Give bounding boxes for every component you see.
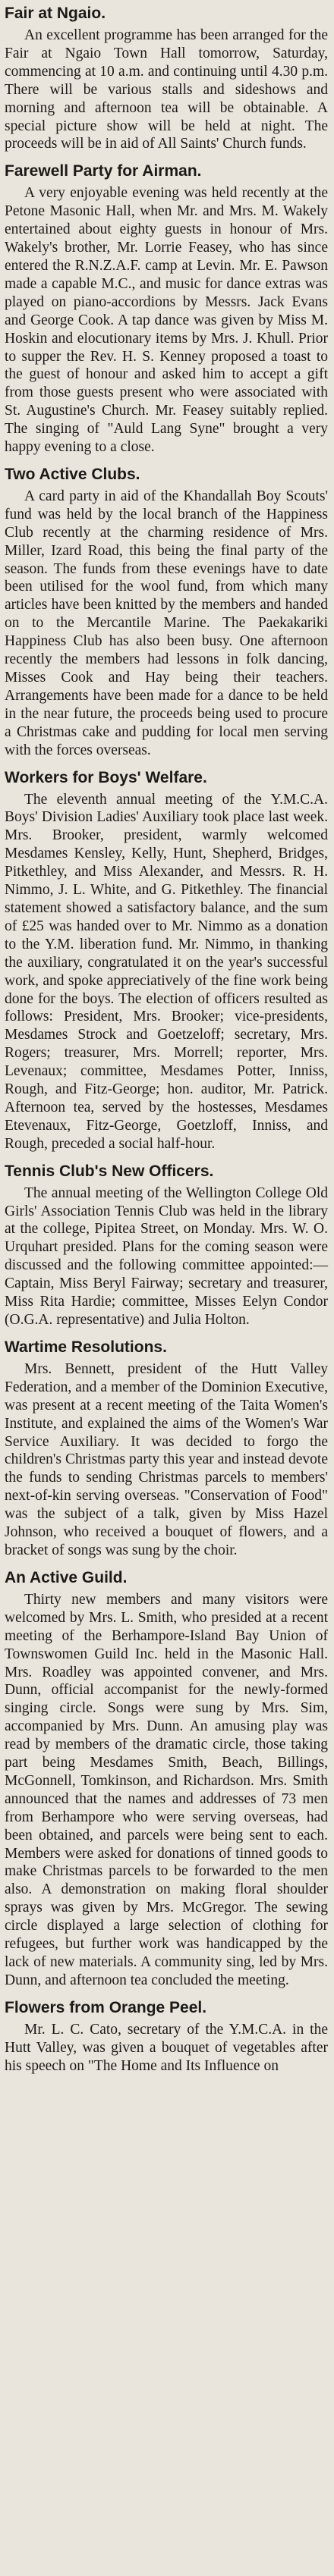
- item-paragraph: The eleventh annual meeting of the Y.M.C.A. Boys' Division Ladies' Auxiliary took place last week. Mrs. Brooker, president, warmly welcomed Mesdames Kensley, Kelly, Hunt, Shepherd, Bridges, Pitkethley, and Miss Alexander, and Messrs. R. H. Nimmo, J. L. White, and G. Pitkethley. The financial statement showed a satisfactory balance, and the sum of £25 was handed over to Mr. Nimmo as a donation to the Y.M. liberation fund. Mr. Nimmo, in thanking the auxiliary, congratulated it on the year's successful work, and spoke appreciatively of the fine work being done for the boys. The election of officers resulted as follows: President, Mrs. Brooker; vice-presidents, Mesdames Strock and Goetzeloff; secretary, Mrs. Rogers; treasurer, Mrs. Morrell; reporter, Mrs. Levenaux; committee, Mesdames Potter, Inniss, Rough, and Fitz-George; hon. auditor, Mr. Patrick. Afternoon tea, served by the hostesses, Mesdames Etevenaux, Fitz-George, Goetzloff, Inniss, and Rough, preceded a social half-hour.: [5, 791, 328, 1152]
- item-paragraph: The annual meeting of the Wellington College Old Girls' Association Tennis Club was held in the library at the college, Pipitea Street, on Monday. Mrs. W. O. Urquhart presided. Plans for the coming season were discussed and the following committee appointed:—Captain, Miss Beryl Fairway; secretary and treasurer, Miss Rita Hardie; committee, Misses Eelyn Condor (O.G.A. representative) and Julia Holton.: [5, 1184, 328, 1328]
- item-headline: Fair at Ngaio.: [5, 5, 106, 22]
- item-paragraph: Mr. L. C. Cato, secretary of the Y.M.C.A. in the Hutt Valley, was given a bouquet of vegetables after his speech on "The Home and Its Influence on: [5, 2021, 328, 2074]
- news-item: [5, 1337, 328, 1560]
- item-paragraph: A card party in aid of the Khandallah Boy Scouts' fund was held by the local branch of the Happiness Club recently at the charming residence of Mrs. Miller, Izard Road, this being the final party of the season. The funds from these evenings have to date been utilised for the wool fund, from which many articles have been knitted by the members and handed on to the Mercantile Marine. The Paekakariki Happiness Club has also been busy. One afternoon recently the members had lessons in folk dancing, Misses Cook and Hay being their teachers. Arrangements have been made for a dance to be held in the near future, the proceeds being used to procure a Christmas cake and pudding for local men serving with the forces overseas.: [5, 488, 328, 758]
- news-item: [5, 464, 328, 760]
- item-headline: Workers for Boys' Welfare.: [5, 768, 207, 786]
- item-paragraph: A very enjoyable evening was held recently at the Petone Masonic Hall, when Mr. and Mrs. M. Wakely entertained about eighty guests in honour of Mrs. Wakely's brother, Mr. Lorrie Feasey, who has since entered the R.N.Z.A.F. camp at Levin. Mr. E. Pawson made a capable M.C., and music for dance extras was played on piano-accordions by Messrs. Jack Evans and George Cook. A tap dance was given by Miss M. Hoskin and elocutionary items by Mrs. J. Khull. Prior to supper the Rev. H. S. Kenney proposed a toast to the guest of honour and asked him to accept a gift from those guests present who were associated with St. Augustine's Church. Mr. Feasey suitably replied. The singing of "Auld Lang Syne" brought a very happy evening to a close.: [5, 185, 328, 456]
- item-headline: Flowers from Orange Peel.: [5, 1998, 207, 2016]
- news-item: [5, 161, 328, 457]
- news-item: [5, 1161, 328, 1329]
- item-paragraph: Thirty new members and many visitors were welcomed by Mrs. L. Smith, who presided at a recent meeting of the Berhampore-Island Bay Union of Townswomen Guild Inc. held in the Masonic Hall. Mrs. Roadley was appointed convener, and Mrs. Dunn, official accompanist for the newly-formed singing circle. Songs were sung by Mrs. Sim, accompanied by Mrs. Dunn. An amusing play was read by members of the dramatic circle, those taking part being Mesdames Smith, Beach, Billings, McGonnell, Tomkinson, and Richardson. Mrs. Smith announced that the names and addresses of 73 men from Berhampore who were serving overseas, had been obtained, and parcels were being sent to each. Members were asked for donations of tinned goods to make Christmas parcels to be forwarded to the men also. A demonstration on making floral shoulder sprays was given by Mrs. McGregor. The sewing circle displayed a large selection of clothing for refugees, but further work was handicapped by the lack of new materials. A community sing, led by Mrs. Dunn, and afternoon tea concluded the meeting.: [5, 1591, 328, 1988]
- item-headline: An Active Guild.: [5, 1568, 128, 1586]
- news-item: [5, 3, 328, 153]
- news-item: [5, 767, 328, 1153]
- item-headline: Farewell Party for Airman.: [5, 162, 202, 180]
- news-item: [5, 1567, 328, 1990]
- item-headline: Wartime Resolutions.: [5, 1338, 167, 1356]
- news-item: [5, 1997, 328, 2076]
- item-headline: Tennis Club's New Officers.: [5, 1162, 214, 1180]
- item-headline: Two Active Clubs.: [5, 465, 140, 483]
- item-paragraph: An excellent programme has been arranged for the Fair at Ngaio Town Hall tomorrow, Saturday, commencing at 10 a.m. and continuing until 4.30 p.m. There will be various stalls and sideshows and morning and afternoon tea will be obtainable. A special picture show will be held at night. The proceeds will be in aid of All Saints' Church funds.: [5, 27, 328, 152]
- item-paragraph: Mrs. Bennett, president of the Hutt Valley Federation, and a member of the Dominion Executive, was present at a recent meeting of the Taita Women's Institute, and explained the aims of the Women's War Service Auxiliary. It was decided to forgo the children's Christmas party this year and instead devote the funds to sending Christmas parcels to members' next-of-kin serving overseas. "Conservation of Food" was the subject of a talk, given by Miss Hazel Johnson, who received a bouquet of flowers, and a bracket of songs was sung by the choir.: [5, 1360, 328, 1558]
